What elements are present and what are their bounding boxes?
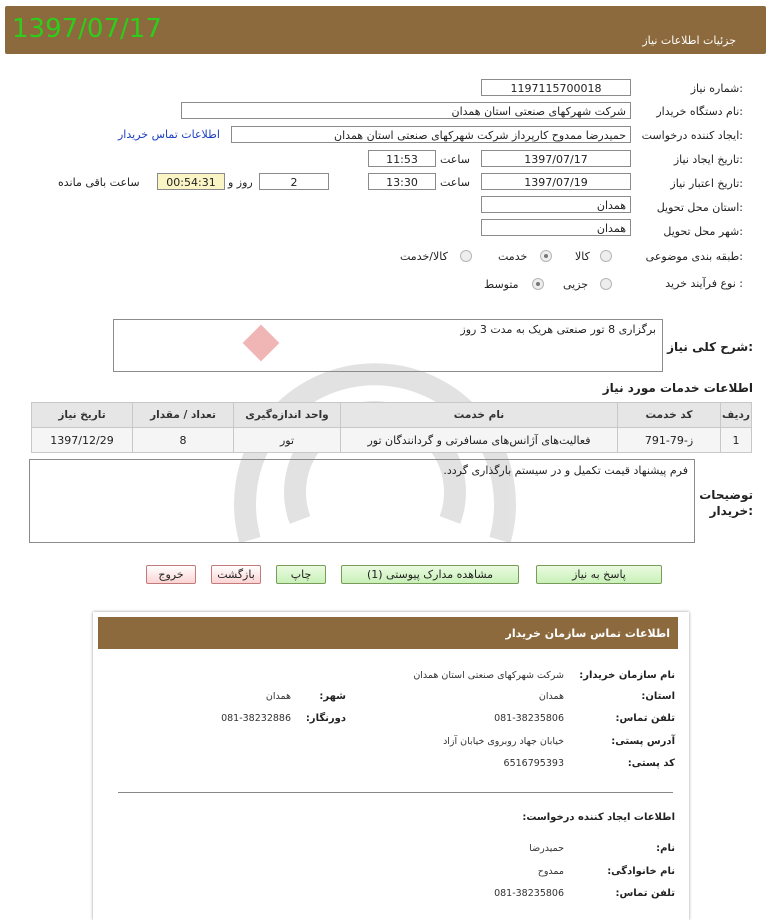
need-number-field: 1197115700018 (481, 79, 631, 96)
contact-fax-label: دورنگار: (305, 713, 346, 724)
contact-postal-value: 6516795393 (503, 758, 564, 769)
col-row: ردیف (721, 403, 752, 428)
creator-family-label: نام خانوادگی: (607, 866, 675, 877)
validity-time-field: 13:30 (368, 173, 436, 190)
validity-date-label: تاریخ اعتبار نیاز: (670, 177, 743, 190)
table-row (32, 428, 752, 453)
creator-info-title: اطلاعات ایجاد کننده درخواست: (522, 812, 675, 823)
delivery-province-field: همدان (481, 196, 631, 213)
creator-phone-label: تلفن تماس: (615, 888, 675, 899)
buyer-notes-label-2: خریدار: (709, 504, 753, 518)
buyer-org-label: نام دستگاه خریدار: (656, 105, 743, 118)
cell-service-name: فعالیت‌های آژانس‌های مسافرتی و گردانندگان تور (341, 428, 618, 453)
page-title: جزئیات اطلاعات نیاز (642, 34, 736, 47)
days-remaining-field: 2 (259, 173, 329, 190)
radio-minor-label: جزیی (563, 278, 589, 291)
contact-phone-value: 081-38235806 (494, 713, 564, 724)
buyer-contact-link[interactable]: اطلاعات تماس خریدار (118, 128, 220, 141)
back-button[interactable]: بازگشت (211, 565, 261, 584)
delivery-city-label: شهر محل تحویل: (663, 225, 743, 238)
radio-service[interactable] (540, 250, 552, 262)
creator-family-value: ممدوح (537, 866, 564, 877)
requester-field: حمیدرضا ممدوح کارپرداز شرکت شهرکهای صنعتی استان همدان (231, 126, 631, 143)
description-box (113, 319, 663, 372)
created-time-field: 11:53 (368, 150, 436, 167)
process-label: نوع فرآیند خرید : (665, 277, 743, 290)
services-header-row (32, 403, 752, 428)
services-table (31, 402, 752, 453)
time-remaining-label: ساعت باقی مانده (58, 176, 140, 189)
contact-province-label: استان: (641, 691, 675, 702)
need-number-label: شماره نیاز: (690, 82, 743, 95)
creator-name-label: نام: (656, 843, 675, 854)
contact-city-value: همدان (265, 691, 291, 702)
col-unit: واحد اندازه‌گیری (234, 403, 341, 428)
contact-address-value: خیابان جهاد روبروی خیابان آزاد (443, 736, 564, 747)
contact-fax-value: 081-38232886 (221, 713, 291, 724)
col-service-code: کد خدمت (618, 403, 721, 428)
created-time-label: ساعت (440, 153, 470, 166)
org-name-value: شرکت شهرکهای صنعتی استان همدان (413, 670, 564, 681)
radio-service-label: خدمت (498, 250, 528, 263)
radio-goods-service-label: کالا/خدمت (400, 250, 448, 263)
contact-divider (118, 792, 673, 793)
time-remaining-field: 00:54:31 (157, 173, 225, 190)
radio-minor[interactable] (600, 278, 612, 290)
description-text: برگزاری 8 تور صنعتی هریک به مدت 3 روز (460, 323, 656, 336)
contact-phone-label: تلفن تماس: (615, 713, 675, 724)
contact-province-value: همدان (538, 691, 564, 702)
buyer-notes-text: فرم پیشنهاد قیمت تکمیل و در سیستم بارگذاری گردد. (443, 464, 688, 477)
cell-row: 1 (721, 428, 752, 453)
cell-unit: تور (234, 428, 341, 453)
org-name-label: نام سازمان خریدار: (579, 670, 675, 681)
contact-address-label: آدرس پستی: (611, 736, 675, 747)
description-label: شرح کلی نیاز: (667, 340, 753, 354)
buyer-org-field: شرکت شهرکهای صنعتی استان همدان (181, 102, 631, 119)
radio-goods-service[interactable] (460, 250, 472, 262)
requester-label: ایجاد کننده درخواست: (641, 129, 743, 142)
exit-button[interactable]: خروج (146, 565, 196, 584)
col-service-name: نام خدمت (341, 403, 618, 428)
cell-need-date: 1397/12/29 (32, 428, 133, 453)
attachments-button[interactable]: مشاهده مدارک پیوستی (1) (341, 565, 519, 584)
creator-name-value: حمیدرضا (529, 843, 564, 854)
radio-goods-label: کالا (575, 250, 590, 263)
contact-city-label: شهر: (319, 691, 346, 702)
contact-panel (93, 612, 689, 920)
validity-date-field: 1397/07/19 (481, 173, 631, 190)
services-title: اطلاعات خدمات مورد نیاز (602, 381, 753, 395)
col-quantity: تعداد / مقدار (133, 403, 234, 428)
buyer-notes-box (29, 459, 695, 543)
buyer-notes-label-1: توضیحات (699, 488, 753, 502)
radio-medium[interactable] (532, 278, 544, 290)
days-label: روز و (228, 176, 253, 189)
validity-time-label: ساعت (440, 176, 470, 189)
created-date-field: 1397/07/17 (481, 150, 631, 167)
contact-panel-header (98, 617, 678, 649)
col-need-date: تاریخ نیاز (32, 403, 133, 428)
contact-postal-label: کد پستی: (627, 758, 675, 769)
delivery-city-field: همدان (481, 219, 631, 236)
category-label: طبقه بندی موضوعی: (645, 250, 743, 263)
cell-quantity: 8 (133, 428, 234, 453)
print-button[interactable]: چاپ (276, 565, 326, 584)
reply-button[interactable]: پاسخ به نیاز (536, 565, 662, 584)
delivery-province-label: استان محل تحویل: (656, 201, 743, 214)
radio-goods[interactable] (600, 250, 612, 262)
cell-service-code: ز-79-791 (618, 428, 721, 453)
radio-medium-label: متوسط (484, 278, 519, 291)
creator-phone-value: 081-38235806 (494, 888, 564, 899)
date-badge: 1397/07/17 (12, 14, 162, 44)
created-date-label: تاریخ ایجاد نیاز: (673, 153, 743, 166)
contact-panel-title: اطلاعات تماس سازمان خریدار (505, 627, 670, 640)
